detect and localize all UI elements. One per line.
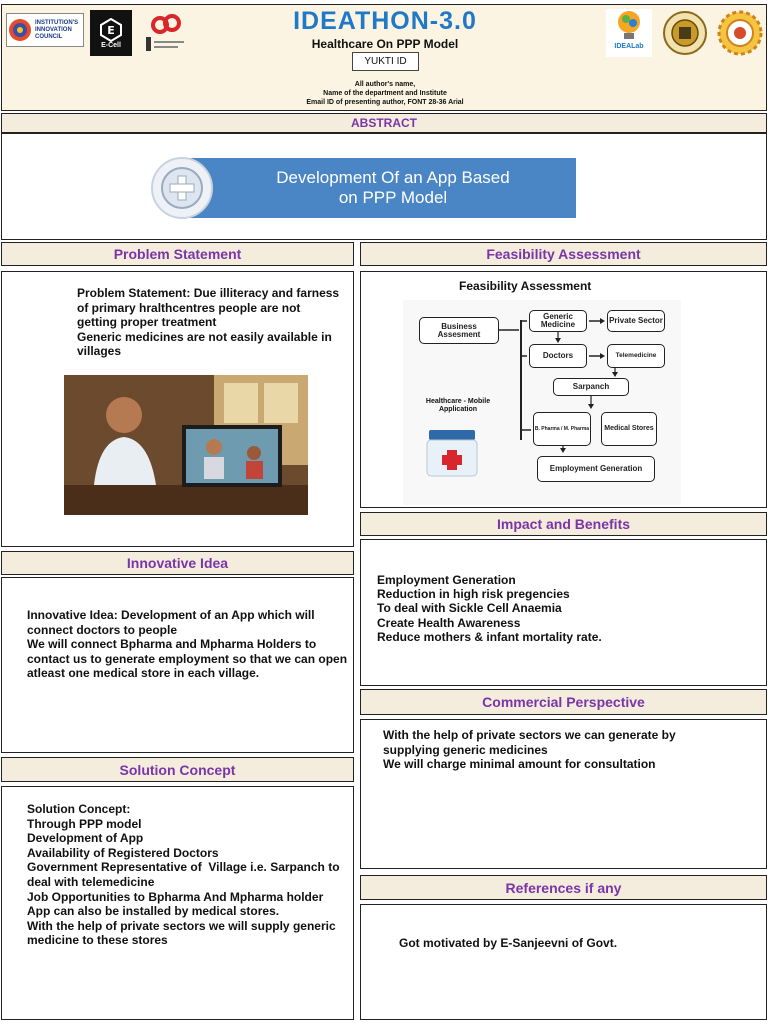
problem-line-5: villages — [77, 344, 122, 359]
feasibility-section — [360, 271, 767, 508]
medicine-bottle-icon — [425, 428, 481, 478]
node-bpharma-mpharma: B. Pharma / M. Pharma — [533, 412, 591, 446]
solution-heading-band — [1, 757, 354, 782]
problem-line-1: Problem Statement: Due illiteracy and farness — [77, 286, 340, 300]
medical-cross-icon — [168, 174, 196, 202]
problem-heading-band — [1, 242, 354, 266]
poster-title: IDEATHON-3.0 — [293, 7, 477, 35]
abstract-banner-line-2: on PPP Model — [338, 188, 448, 207]
solution-line-5: Government Representative of Village i.e. Sarpanch to — [27, 860, 340, 875]
solution-line-7: Job Opportunities to Bpharma And Mpharma holder — [27, 889, 324, 904]
problem-heading: Problem Statement — [113, 246, 242, 262]
innovative-heading-band — [1, 551, 354, 575]
lightbulb-icon — [614, 9, 644, 43]
poster-header — [1, 4, 767, 111]
impact-line-2: Reduction in high risk pregencies — [377, 587, 570, 602]
node-employment-generation: Employment Generation — [537, 456, 655, 482]
impact-line-4: Create Health Awareness — [377, 615, 521, 630]
node-telemedicine: Telemedicine — [607, 344, 665, 368]
innovative-line-5: atleast one medical store in each village. — [27, 666, 260, 681]
problem-line-4: Generic medicines are not easily available in — [77, 329, 332, 344]
feasibility-heading-band — [360, 242, 767, 266]
commercial-heading-band — [360, 689, 767, 715]
innovative-line-2: connect doctors to people — [27, 622, 178, 637]
problem-line-3: getting proper treatment — [77, 315, 217, 330]
problem-section — [1, 271, 354, 547]
abstract-heading-band — [1, 113, 767, 133]
author-line-2: Name of the department and Institute — [323, 90, 447, 97]
yukti-id-label: YUKTI ID — [364, 56, 407, 67]
poster-subtitle: Healthcare On PPP Model — [311, 37, 459, 51]
node-mobile-application: Healthcare - Mobile Application — [425, 398, 491, 413]
node-private-sector: Private Sector — [607, 310, 665, 332]
author-line-1: All author's name, — [354, 81, 416, 88]
node-medical-stores: Medical Stores — [601, 412, 657, 446]
innovative-heading: Innovative Idea — [126, 555, 229, 571]
references-section — [360, 904, 767, 1020]
innovative-line-1: Innovative Idea: Development of an App which will — [27, 608, 315, 622]
impact-line-5: Reduce mothers & infant mortality rate. — [377, 629, 602, 644]
commercial-section — [360, 719, 767, 869]
impact-line-1: Employment Generation — [377, 573, 516, 587]
idealab-logo-text: IDEALab — [614, 43, 644, 50]
solution-line-3: Development of App — [27, 831, 144, 846]
node-business-assesment: Business Assesment — [419, 317, 499, 344]
solution-line-6: deal with telemedicine — [27, 874, 155, 889]
solution-line-8: App can also be installed by medical stores. — [27, 904, 280, 919]
institute-seal-logo — [662, 9, 708, 57]
impact-heading: Impact and Benefits — [496, 516, 631, 532]
node-sarpanch: Sarpanch — [553, 378, 629, 396]
university-gear-logo — [716, 9, 764, 57]
impact-section — [360, 539, 767, 686]
ecell-logo-text: E-Cell — [101, 41, 121, 49]
solution-section — [1, 786, 354, 1020]
references-heading-band — [360, 875, 767, 900]
innovative-line-3: We will connect Bpharma and Mpharma Holders to — [27, 637, 317, 652]
solution-line-2: Through PPP model — [27, 816, 142, 831]
feasibility-heading: Feasibility Assessment — [486, 246, 641, 262]
commercial-heading: Commercial Perspective — [482, 694, 645, 710]
yukti-id-box — [352, 52, 419, 71]
solution-line-9: With the help of private sectors we will supply generic — [27, 918, 336, 933]
iic-logo-text: INSTITUTION'S INNOVATION COUNCIL — [35, 19, 79, 40]
impact-heading-band — [360, 512, 767, 536]
svg-text:E: E — [107, 23, 115, 37]
doctor-telemedicine-photo — [64, 375, 308, 515]
commercial-line-1: With the help of private sectors we can generate by — [383, 728, 676, 742]
solution-line-1: Solution Concept: — [27, 802, 131, 816]
feasibility-diagram-title: Feasibility Assessment — [459, 279, 592, 293]
commercial-line-3: We will charge minimal amount for consultation — [383, 757, 656, 772]
abstract-heading: ABSTRACT — [351, 116, 417, 130]
author-line-3: Email ID of presenting author, FONT 28-36 Arial — [306, 99, 464, 106]
commercial-line-2: supplying generic medicines — [383, 742, 548, 757]
innovative-line-4: contact us to generate employment so that we can open — [27, 651, 348, 666]
solution-line-10: medicine to these stores — [27, 933, 168, 948]
impact-line-3: To deal with Sickle Cell Anaemia — [377, 601, 562, 616]
abstract-section — [1, 133, 767, 240]
abstract-banner — [150, 156, 578, 220]
feasibility-diagram — [403, 300, 681, 505]
innovative-section — [1, 577, 354, 753]
abstract-banner-line-1: Development Of an App Based — [276, 168, 510, 187]
node-generic-medicine: Generic Medicine — [529, 310, 587, 332]
solution-line-4: Availability of Registered Doctors — [27, 845, 219, 860]
references-heading: References if any — [505, 879, 622, 896]
solution-heading: Solution Concept — [119, 761, 236, 778]
problem-line-2: of primary hralthcentres people are not — [77, 300, 301, 315]
references-text: Got motivated by E-Sanjeevni of Govt. — [399, 936, 618, 950]
node-doctors: Doctors — [529, 344, 587, 368]
idealab-logo — [606, 9, 652, 57]
